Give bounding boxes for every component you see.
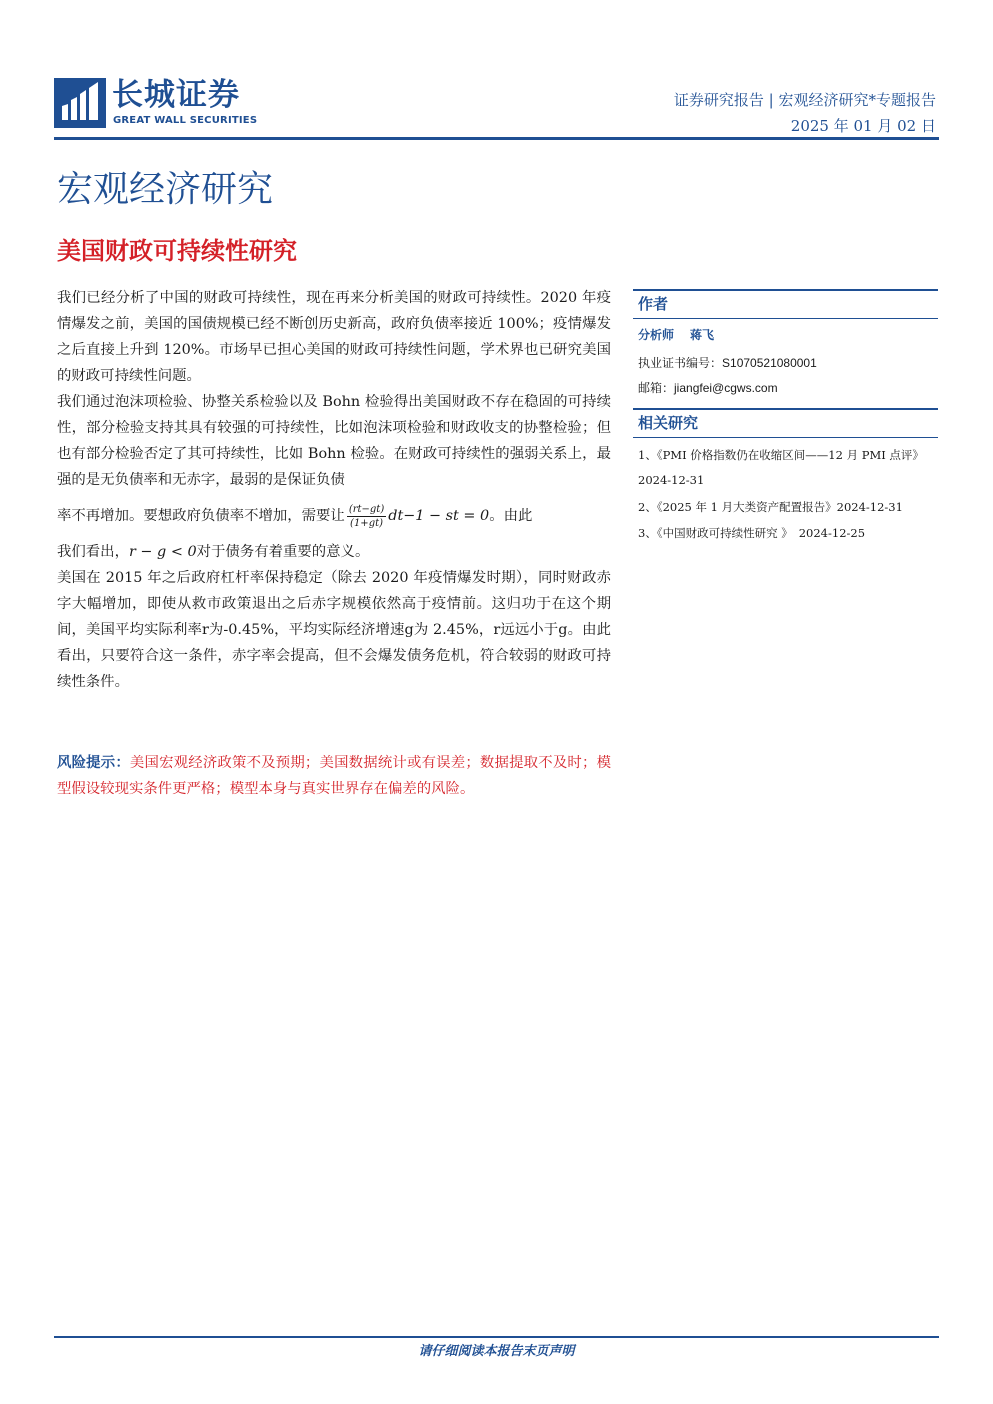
header-divider: [54, 137, 939, 140]
tail-trail-text: 对于债务有着重要的意义。: [196, 544, 370, 560]
email-label: 邮箱：: [638, 381, 675, 395]
formula-line: [57, 493, 611, 539]
body-paragraph-3: 美国在 2015 年之后政府杠杆率保持稳定（除去 2020 年疫情爆发时期），同时财政赤字大幅增加，即使从救市政策退出之后赤字规模依然高于疫情前。这归功于在这个期间，美国平均实际利率r为-0.45%，平均实际经济增速g为 2.45%，r远远小于g。由此看出，只要符合这一条件，赤字率会提高，但不会爆发债务危机，符合较弱的财政可持续性条件。: [57, 570, 611, 690]
related-item-2[interactable]: [638, 499, 903, 515]
related-item-1-date: 2024-12-31: [638, 473, 705, 487]
cert-line: [638, 354, 817, 371]
email-line: [638, 379, 778, 396]
formula-lead-text: 率不再增加。要想政府负债率不增加，需要让: [57, 508, 345, 524]
author-heading: 作者: [638, 295, 669, 313]
related-item-3[interactable]: [638, 525, 865, 541]
body-paragraph-1: 我们已经分析了中国的财政可持续性，现在再来分析美国的财政可持续性。2020 年疫情爆发之前，美国的国债规模已经不断创历史新高，政府负债率接近 100%；疫情爆发之后直接上升到 120%。市场早已担心美国的财政可持续性问题，学术界也已研究美国的财政可持续性问题。: [57, 290, 611, 384]
related-item-2-date: 2024-12-31: [836, 500, 903, 514]
report-title: 美国财政可持续性研究: [57, 236, 297, 265]
brand-name-en: GREAT WALL SECURITIES: [113, 115, 258, 126]
related-rule-top: [633, 408, 938, 410]
formula-numerator: (rt−gt): [348, 503, 385, 515]
inequality-expression: r − g < 0: [128, 544, 197, 560]
report-date: 2025 年 01 月 02 日: [790, 117, 936, 135]
analyst-label: 分析师: [638, 328, 675, 342]
brand-name-cn: 长城证券: [112, 77, 240, 113]
formula-fraction: [347, 503, 386, 530]
formula-denominator: (1+gt): [350, 517, 384, 529]
related-rule-bottom: [633, 437, 938, 438]
risk-text: 美国宏观经济政策不及预期；美国数据统计或有误差；数据提取不及时；模型假设较现实条件更严格；模型本身与真实世界存在偏差的风险。: [57, 755, 611, 797]
cert-number: S1070521080001: [722, 356, 817, 370]
footer-divider: [54, 1336, 939, 1338]
related-research-heading: 相关研究: [638, 414, 699, 432]
author-rule-bottom: [633, 318, 938, 319]
section-title: 宏观经济研究: [57, 169, 274, 210]
report-type: 证券研究报告 | 宏观经济研究*专题报告: [673, 91, 936, 109]
tail-lead-text: 我们看出，: [57, 544, 129, 560]
risk-warning: [57, 750, 611, 802]
body-paragraph-2-tail: [57, 539, 611, 565]
analyst-name: 蒋飞: [690, 328, 715, 342]
related-item-2-title[interactable]: 2、《2025 年 1 月大类资产配置报告》: [638, 500, 837, 514]
related-item-3-date: 2024-12-25: [798, 526, 866, 540]
formula-expression: dt−1 − st = 0: [388, 508, 490, 524]
cert-label: 执业证书编号：: [638, 356, 723, 370]
footer-disclaimer[interactable]: 请仔细阅读本报告末页声明: [418, 1344, 575, 1359]
body-paragraph-2: 我们通过泡沫项检验、协整关系检验以及 Bohn 检验得出美国财政不存在稳固的可持续性，部分检验支持其具有较强的可持续性，比如泡沫项检验和财政收支的协整检验；但也有部分检验否定了其可持续性，比如 Bohn 检验。在财政可持续性的强弱关系上，最强的是无负债率和无赤字，最弱的是保证负债: [57, 394, 611, 488]
related-item-3-title[interactable]: 3、《中国财政可持续性研究 》: [638, 526, 793, 540]
email-link[interactable]: jiangfei@cgws.com: [674, 381, 778, 395]
company-logo: [54, 78, 106, 128]
report-body: [57, 285, 611, 695]
risk-label: 风险提示：: [57, 754, 130, 771]
author-rule-top: [633, 289, 938, 291]
formula-trail-text: 。由此: [489, 508, 533, 524]
related-item-1-title[interactable]: 1、《PMI 价格指数仍在收缩区间——12 月 PMI 点评》: [638, 448, 924, 462]
analyst-line: [638, 326, 714, 343]
